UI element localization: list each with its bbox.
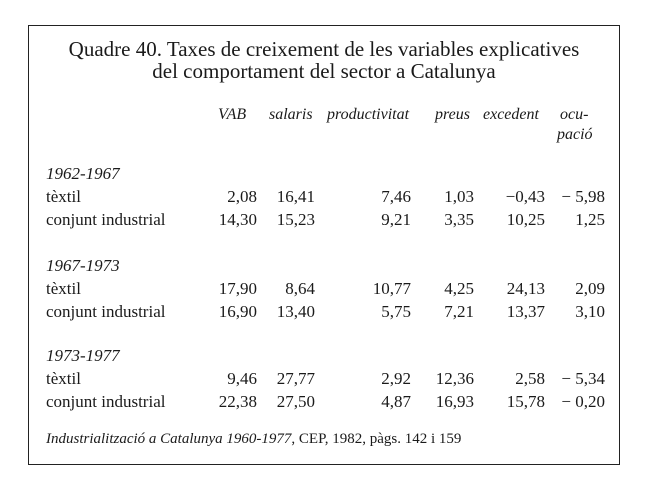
header-productivitat: productivitat	[327, 106, 410, 123]
cell-preus: 3,35	[444, 210, 474, 229]
header-salaris: salaris	[269, 106, 313, 123]
period-label-3: 1973-1977	[46, 346, 120, 365]
cell-productivitat: 7,46	[381, 187, 411, 206]
row-label: tèxtil	[46, 187, 81, 206]
period-label-1: 1962-1967	[46, 164, 120, 183]
cell-preus: 16,93	[435, 392, 474, 411]
cell-excedent: 2,58	[515, 369, 545, 388]
cell-vab: 17,90	[218, 279, 257, 298]
cell-excedent: 10,25	[506, 210, 545, 229]
row-label: conjunt industrial	[46, 210, 166, 229]
cell-salaris: 27,77	[276, 369, 315, 388]
source-title: Industrialització a Catalunya 1960-1977	[46, 431, 292, 447]
header-ocupacio-2: pació	[557, 126, 593, 143]
cell-ocupacio: 1,25	[575, 210, 605, 229]
table-title	[28, 38, 620, 82]
cell-salaris: 13,40	[276, 302, 315, 321]
cell-ocupacio: 3,10	[575, 302, 605, 321]
row-label: tèxtil	[46, 279, 81, 298]
row-label: tèxtil	[46, 369, 81, 388]
cell-productivitat: 5,75	[381, 302, 411, 321]
cell-vab: 9,46	[227, 369, 257, 388]
source-details: , CEP, 1982, pàgs. 142 i 159	[291, 431, 462, 447]
cell-ocupacio: − 5,34	[561, 369, 605, 388]
cell-preus: 12,36	[435, 369, 474, 388]
cell-vab: 22,38	[218, 392, 257, 411]
cell-productivitat: 2,92	[381, 369, 411, 388]
cell-excedent: 15,78	[506, 392, 545, 411]
cell-excedent: −0,43	[505, 187, 545, 206]
cell-productivitat: 9,21	[381, 210, 411, 229]
cell-vab: 2,08	[227, 187, 257, 206]
cell-ocupacio: − 0,20	[561, 392, 605, 411]
header-vab: VAB	[218, 106, 247, 123]
cell-excedent: 13,37	[506, 302, 545, 321]
cell-productivitat: 10,77	[372, 279, 411, 298]
cell-vab: 16,90	[218, 302, 257, 321]
cell-salaris: 16,41	[276, 187, 315, 206]
cell-preus: 4,25	[444, 279, 474, 298]
title-line-2: del comportament del sector a Catalunya	[152, 59, 496, 83]
cell-vab: 14,30	[218, 210, 257, 229]
cell-productivitat: 4,87	[381, 392, 411, 411]
cell-salaris: 27,50	[276, 392, 315, 411]
row-label: conjunt industrial	[46, 392, 166, 411]
source-citation	[46, 430, 461, 448]
cell-ocupacio: − 5,98	[561, 187, 605, 206]
cell-preus: 7,21	[444, 302, 474, 321]
period-label-2: 1967-1973	[46, 256, 120, 275]
cell-ocupacio: 2,09	[575, 279, 605, 298]
header-excedent: excedent	[483, 106, 539, 123]
cell-excedent: 24,13	[506, 279, 545, 298]
header-preus: preus	[435, 106, 470, 123]
row-label: conjunt industrial	[46, 302, 166, 321]
header-ocupacio-1: ocu-	[560, 106, 589, 123]
title-line-1: Quadre 40. Taxes de creixement de les variables explicatives	[68, 37, 580, 61]
cell-salaris: 15,23	[276, 210, 315, 229]
cell-preus: 1,03	[444, 187, 474, 206]
cell-salaris: 8,64	[285, 279, 315, 298]
